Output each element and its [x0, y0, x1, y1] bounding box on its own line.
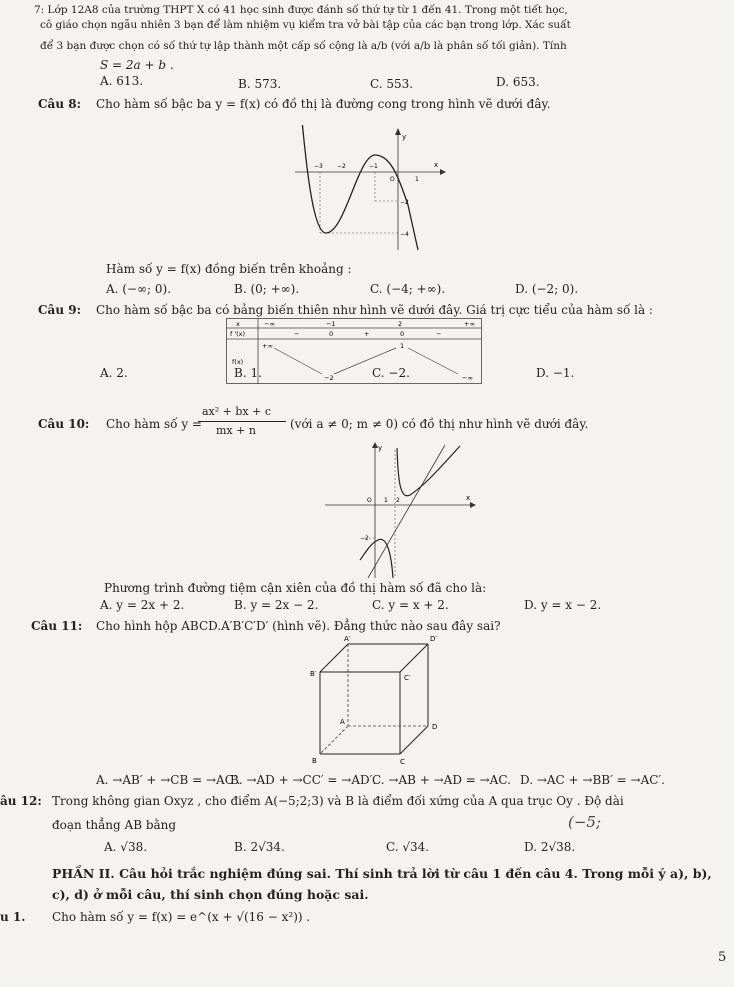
q8-label: Câu 8:: [38, 97, 82, 111]
q8-tick-neg2: −2: [337, 163, 346, 170]
q10-option-d: D. y = x − 2.: [524, 598, 602, 612]
q10-stem-b: (với a ≠ 0; m ≠ 0) có đồ thị như hình vẽ dưới đây.: [290, 417, 589, 431]
q8-origin: O: [390, 176, 395, 183]
part2-line-2: c), d) ở mỗi câu, thí sinh chọn đúng hoặc sai.: [52, 887, 369, 902]
q11-box-figure: [300, 632, 460, 768]
q11-option-c: C. →AB + →AD = →AC.: [372, 773, 511, 787]
q7-line-2: cô giáo chọn ngẫu nhiên 3 bạn để làm nhiệm vụ kiểm tra vở bài tập của các bạn trong lớp. Xác suất: [40, 19, 571, 31]
q12-stem-2: đoạn thẳng AB bằng: [52, 818, 177, 832]
q11-vertex-d: D: [432, 723, 438, 731]
q9-label: Câu 9:: [38, 303, 82, 317]
q12-label: âu 12:: [0, 794, 42, 808]
q11-label: Câu 11:: [31, 619, 83, 633]
q9-f-min: −2: [324, 374, 334, 382]
q11-option-a: A. →AB′ + →CB = →AC′.: [96, 773, 241, 787]
q10-label: Câu 10:: [38, 417, 90, 431]
q8-tick-neg1: −1: [369, 163, 378, 170]
q11-vertex-a: A: [340, 718, 345, 726]
page-number: 5: [718, 950, 727, 965]
q9-fprime-zero1: 0: [329, 330, 334, 338]
q7-option-b: B. 573.: [238, 77, 282, 91]
q11-option-b: B. →AD + →CC′ = →AD′.: [230, 773, 377, 787]
q12-stem: Trong không gian Oxyz , cho điểm A(−5;2;3) và B là điểm đối xứng của A qua trục Oy . Độ dài: [52, 794, 624, 808]
q8-option-d: D. (−2; 0).: [515, 282, 579, 296]
q8-option-c: C. (−4; +∞).: [370, 282, 446, 296]
q8-y-label: y: [402, 133, 407, 141]
q11-vertex-c: C: [400, 758, 405, 766]
q7-line-1: 7: Lớp 12A8 của trường THPT X có 41 học sinh được đánh số thứ tự từ 1 đến 41. Trong một tiết học,: [34, 4, 568, 16]
q7-line-4: S = 2a + b .: [100, 58, 174, 72]
q9-fprime-zero2: 0: [400, 330, 405, 338]
q10-question: Phương trình đường tiệm cận xiên của đồ thị hàm số đã cho là:: [104, 581, 487, 595]
q12-option-d: D. 2√38.: [524, 840, 576, 854]
q10-tick-2: 2: [396, 497, 400, 504]
part2-line-1: PHẦN II. Câu hỏi trắc nghiệm đúng sai. Thí sinh trả lời từ câu 1 đến câu 4. Trong mỗi ý a), b),: [52, 866, 712, 881]
q11-option-d: D. →AC + →BB′ = →AC′.: [520, 773, 665, 787]
q12-option-a: A. √38.: [104, 840, 148, 854]
q8-stem: Cho hàm số bậc ba y = f(x) có đồ thị là đường cong trong hình vẽ dưới đây.: [96, 97, 551, 111]
q9-f-posinf: +∞: [262, 342, 273, 350]
q11-stem: Cho hình hộp ABCD.A′B′C′D′ (hình vẽ). Đẳng thức nào sau đây sai?: [96, 619, 501, 633]
q11-vertex-c1: C′: [404, 674, 411, 682]
q8-cubic-graph: [290, 125, 450, 255]
q12-option-b: B. 2√34.: [234, 840, 285, 854]
q10-numerator: ax² + bx + c: [202, 405, 271, 418]
q1-label: u 1.: [0, 910, 26, 924]
q8-option-b: B. (0; +∞).: [234, 282, 300, 296]
q9-x-posinf: +∞: [464, 320, 475, 328]
q10-y-label: y: [378, 444, 383, 452]
q11-vertex-b: B: [312, 757, 317, 765]
q10-x-label: x: [466, 494, 471, 502]
q9-f-max: 1: [400, 342, 405, 350]
q10-tick-neg2: −2: [360, 535, 369, 542]
q9-variation-table: [226, 318, 482, 384]
q8-tick-y-neg4: −4: [400, 231, 409, 238]
q10-option-a: A. y = 2x + 2.: [100, 598, 185, 612]
q7-option-d: D. 653.: [496, 75, 540, 89]
q10-origin: O: [367, 497, 372, 504]
q7-option-c: C. 553.: [370, 77, 414, 91]
q9-fprime-sign3: −: [436, 330, 442, 338]
q10-tick-1: 1: [384, 497, 388, 504]
q8-question: Hàm số y = f(x) đồng biến trên khoảng :: [106, 262, 352, 276]
q10-option-b: B. y = 2x − 2.: [234, 598, 319, 612]
q9-option-c: C. −2.: [372, 366, 410, 380]
q9-fprime-sign2: +: [364, 330, 370, 338]
q7-option-a: A. 613.: [100, 74, 144, 88]
q7-line-3: để 3 bạn được chọn có số thứ tự lập thành một cấp số cộng là a/b (với a/b là phân số tối giản). Tính: [40, 40, 567, 52]
q1-stem: Cho hàm số y = f(x) = e^(x + √(16 − x²)) .: [52, 910, 311, 924]
q9-fprime-sign1: −: [294, 330, 300, 338]
q9-f-header: f(x): [232, 358, 244, 366]
q9-option-a: A. 2.: [100, 366, 128, 380]
q11-vertex-d1: D′: [430, 635, 437, 643]
q9-stem: Cho hàm số bậc ba có bảng biến thiên như hình vẽ dưới đây. Giá trị cực tiểu của hàm số là :: [96, 303, 653, 317]
q9-option-b: B. 1.: [234, 366, 262, 380]
q10-denominator: mx + n: [216, 424, 256, 437]
q10-option-c: C. y = x + 2.: [372, 598, 449, 612]
q9-x-neg1: −1: [326, 320, 336, 328]
q9-x-header: x: [236, 320, 240, 328]
q12-handwriting: (−5;: [568, 813, 602, 831]
q9-x-neginf: −∞: [264, 320, 275, 328]
q12-option-c: C. √34.: [386, 840, 430, 854]
q10-fraction-bar: [198, 421, 286, 422]
q11-vertex-b1: B′: [310, 670, 317, 678]
q10-stem-a: Cho hàm số y =: [106, 417, 202, 431]
q11-vertex-a1: A′: [344, 635, 351, 643]
q8-tick-1: 1: [415, 176, 419, 183]
q9-fprime-header: f '(x): [230, 330, 246, 338]
q9-x-2: 2: [398, 320, 403, 328]
q8-tick-neg3: −3: [314, 163, 323, 170]
q10-rational-graph: [320, 440, 480, 580]
q9-option-d: D. −1.: [536, 366, 575, 380]
q8-tick-y-neg2: −2: [400, 199, 409, 206]
q8-x-label: x: [434, 161, 439, 169]
q9-f-neginf: −∞: [462, 374, 473, 382]
q8-option-a: A. (−∞; 0).: [106, 282, 172, 296]
